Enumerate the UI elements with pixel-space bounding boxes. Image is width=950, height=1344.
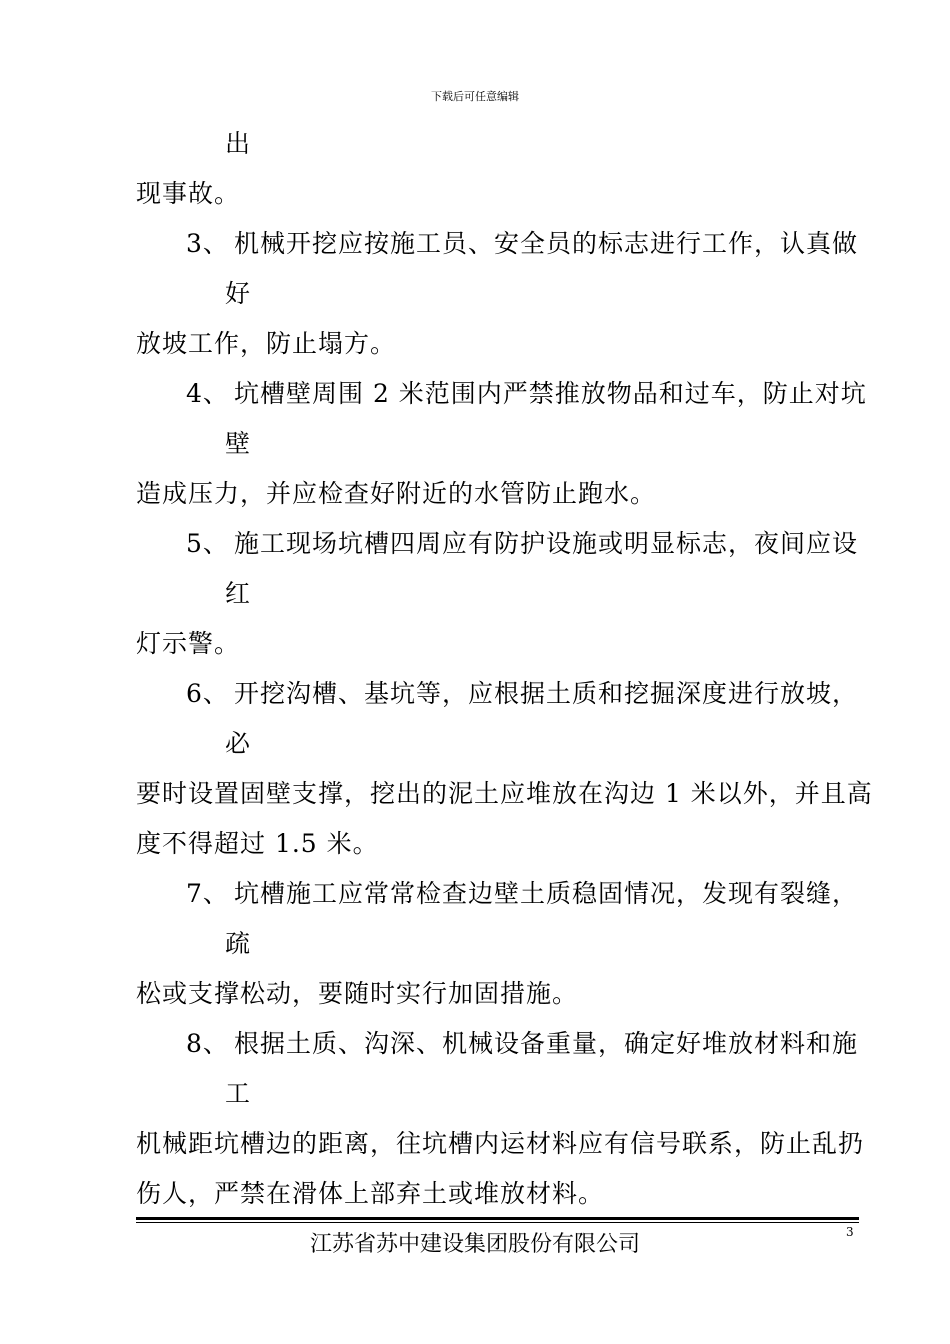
list-number: 4、 — [186, 379, 229, 408]
text-line: 出 — [225, 129, 252, 158]
text-line: 度不得超过 1.5 米。 — [136, 829, 379, 858]
footer-rule-thin — [136, 1222, 859, 1223]
list-item: 3、 机械开挖应按施工员、安全员的标志进行工作，认真做 — [186, 229, 859, 258]
list-item: 5、 施工现场坑槽四周应有防护设施或明显标志，夜间应设 — [186, 529, 859, 558]
text-line: 放坡工作，防止塌方。 — [136, 329, 397, 358]
list-item: 4、 坑槽壁周围 2 米范围内严禁推放物品和过车，防止对坑 — [186, 379, 867, 408]
list-item: 6、 开挖沟槽、基坑等，应根据土质和挖掘深度进行放坡， — [186, 679, 859, 708]
text-line: 必 — [225, 729, 252, 758]
text-line: 灯示警。 — [136, 629, 241, 658]
text-line: 现事故。 — [136, 179, 241, 208]
list-number: 8、 — [186, 1029, 229, 1058]
list-item: 7、 坑槽施工应常常检查边壁土质稳固情况，发现有裂缝， — [186, 879, 859, 908]
text-line: 好 — [225, 279, 252, 308]
text-line: 疏 — [225, 929, 252, 958]
text-line: 机械距坑槽边的距离，往坑槽内运材料应有信号联系，防止乱扔 — [136, 1129, 865, 1158]
list-item: 8、 根据土质、沟深、机械设备重量，确定好堆放材料和施 — [186, 1029, 859, 1058]
list-number: 6、 — [186, 679, 229, 708]
footer-rule — [136, 1217, 859, 1220]
footer-company-name: 江苏省苏中建设集团股份有限公司 — [309, 1232, 640, 1257]
text-line: 要时设置固壁支撑，挖出的泥土应堆放在沟边 1 米以外，并且高 — [136, 779, 873, 808]
list-number: 3、 — [186, 229, 229, 258]
list-number: 5、 — [186, 529, 229, 558]
page-number: 3 — [846, 1225, 854, 1239]
text-line: 壁 — [225, 429, 252, 458]
text-line: 松或支撑松动，要随时实行加固措施。 — [136, 979, 579, 1008]
text-line: 伤人，严禁在滑体上部弃土或堆放材料。 — [136, 1179, 605, 1208]
header-note: 下载后可任意编辑 — [431, 90, 519, 103]
list-number: 7、 — [186, 879, 229, 908]
text-line: 造成压力，并应检查好附近的水管防止跑水。 — [136, 479, 657, 508]
text-line: 工 — [225, 1079, 252, 1108]
text-line: 红 — [225, 579, 252, 608]
